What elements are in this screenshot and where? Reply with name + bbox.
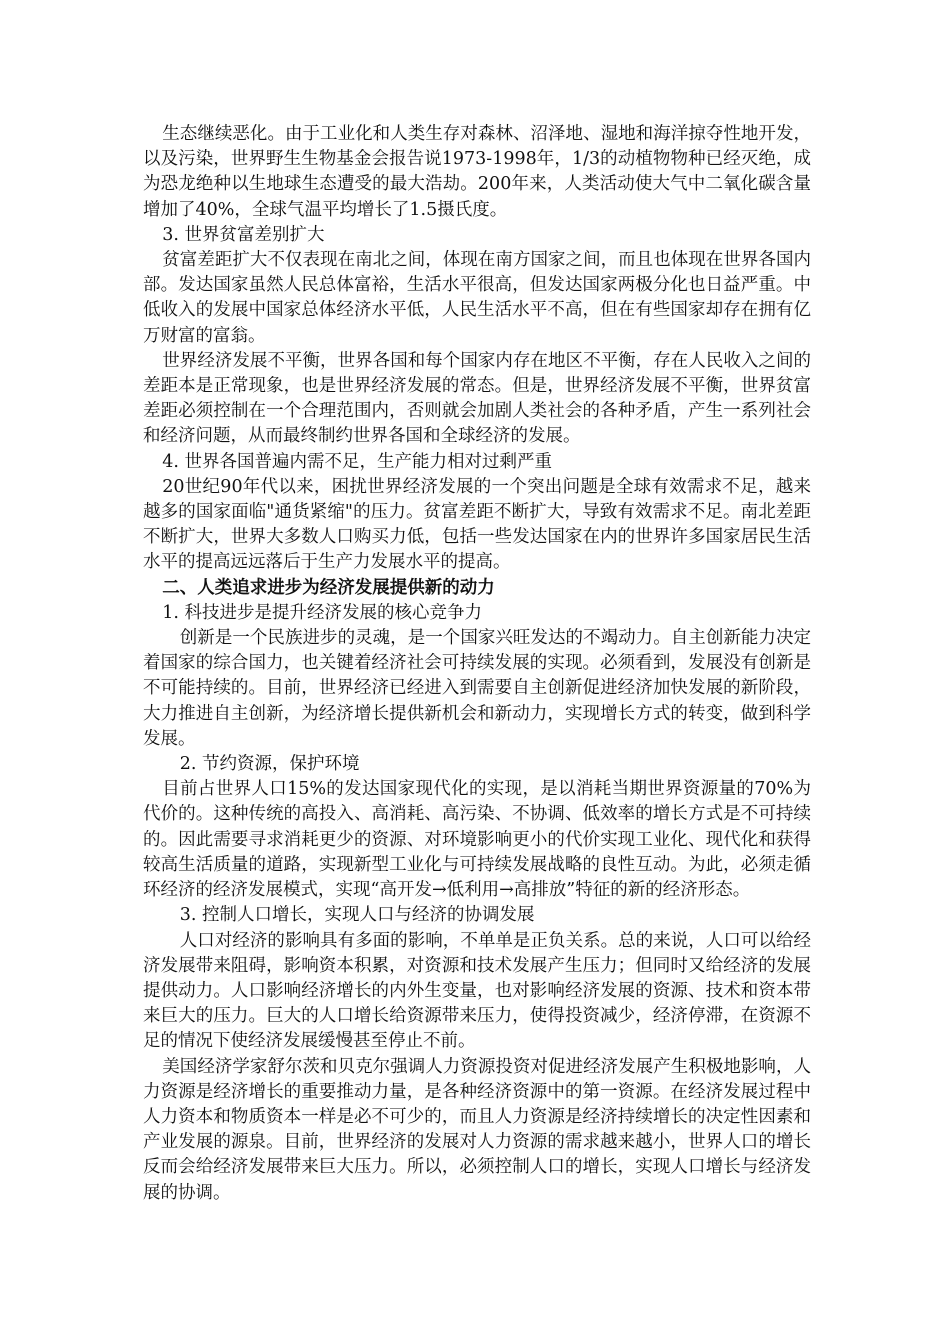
- heading-demand: 4. 世界各国普遍内需不足，生产能力相对过剩严重: [162, 451, 553, 472]
- paragraph-demand: 20世纪90年代以来，困扰世界经济发展的一个突出问题是全球有效需求不足，越来越多的国家面临"通货紧缩"的压力。贫富差距不断扩大，导致有效需求不足。南北差距不断扩大，世界大多数人口购买力低，包括一些发达国家在内的世界许多国家居民生活水平的提高远远落后于生产力发展水平的提高。: [143, 476, 811, 573]
- heading-population: 3. 控制人口增长，实现人口与经济的协调发展: [179, 905, 535, 926]
- section-heading-progress: 二、人类追求进步为经济发展提供新的动力: [162, 577, 495, 598]
- paragraph-resources: 目前占世界人口15%的发达国家现代化的实现，是以消耗当期世界资源量的70%为代价的。这种传统的高投入、高消耗、高污染、不协调、低效率的增长方式是不可持续的。因此需要寻求消耗更少的资源、对环境影响更小的代价实现工业化、现代化和获得较高生活质量的道路，实现新型工业化与可持续发展战略的良性互动。为此，必须走循环经济的经济发展模式，实现“高开发→低利用→高排放”特征的新的经济形态。: [143, 779, 811, 901]
- paragraph-wealth-gap: 贫富差距扩大不仅表现在南北之间，体现在南方国家之间，而且也体现在世界各国内部。发达国家虽然人民总体富裕，生活水平很高，但发达国家两极分化也日益严重。中低收入的发展中国家总体经济水平低，人民生活水平不高，但在有些国家却存在拥有亿万财富的富翁。: [143, 250, 811, 346]
- paragraph-population: 人口对经济的影响具有多面的影响，不单单是正负关系。总的来说，人口可以给经济发展带来阻碍，影响资本积累，对资源和技术发展产生压力；但同时又给经济的发展提供动力。人口影响经济增长的内外生变量，也对影响经济发展的资源、技术和资本带来巨大的压力。巨大的人口增长给资源带来压力，使得投资减少，经济停滞，在资源不足的情况下使经济发展缓慢甚至停止不前。: [143, 930, 811, 1052]
- heading-wealth-gap: 3. 世界贫富差别扩大: [162, 224, 325, 245]
- paragraph-innovation: 创新是一个民族进步的灵魂，是一个国家兴旺发达的不竭动力。自主创新能力决定着国家的综合国力，也关键着经济社会可持续发展的实现。必须看到，发展没有创新是不可能持续的。目前，世界经济已经进入到需要自主创新促进经济加快发展的新阶段，大力推进自主创新，为经济增长提供新机会和新动力，实现增长方式的转变，做到科学发展。: [143, 628, 811, 749]
- document-body: [143, 122, 811, 1206]
- paragraph-imbalance: 世界经济发展不平衡，世界各国和每个国家内存在地区不平衡，存在人民收入之间的差距本是正常现象，也是世界经济发展的常态。但是，世界经济发展不平衡，世界贫富差距必须控制在一个合理范围内，否则就会加剧人类社会的各种矛盾，产生一系列社会和经济问题，从而最终制约世界各国和全球经济的发展。: [143, 350, 811, 447]
- heading-resources: 2. 节约资源，保护环境: [179, 754, 360, 775]
- paragraph-human-resources: 美国经济学家舒尔茨和贝克尔强调人力资源投资对促进经济发展产生积极地影响，人力资源是经济增长的重要推动力量，是各种经济资源中的第一资源。在经济发展过程中人力资本和物质资本一样是必不可少的，而且人力资源是经济持续增长的决定性因素和产业发展的源泉。目前，世界经济的发展对人力资源的需求越来越小，世界人口的增长反而会给经济发展带来巨大压力。所以，必须控制人口的增长，实现人口增长与经济发展的协调。: [143, 1056, 811, 1203]
- paragraph-ecology: 生态继续恶化。由于工业化和人类生存对森林、沼泽地、湿地和海洋掠夺性地开发，以及污染，世界野生生物基金会报告说1973-1998年，1/3的动植物物种已经灭绝，成为恐龙绝种以生地球生态遭受的最大浩劫。200年来，人类活动使大气中二氧化碳含量增加了40%，全球气温平均增长了1.5摄氏度。: [143, 124, 811, 220]
- heading-technology: 1. 科技进步是提升经济发展的核心竞争力: [162, 602, 483, 623]
